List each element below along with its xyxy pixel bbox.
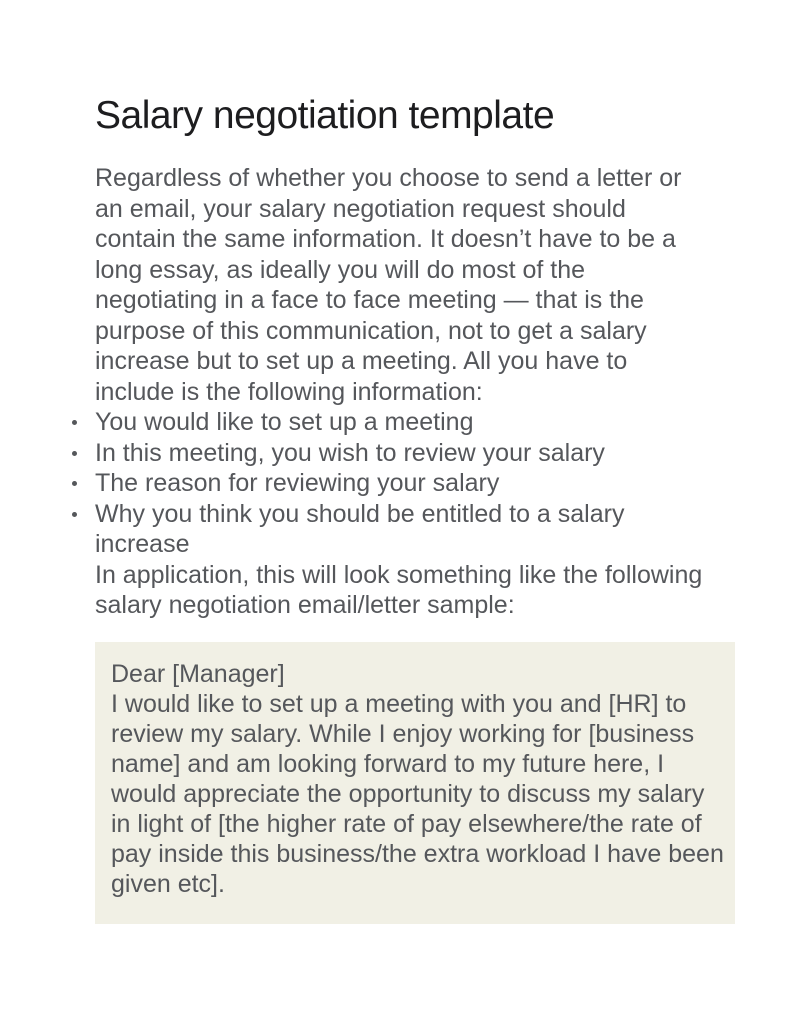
sample-letter-body: I would like to set up a meeting with you and [HR] to review my salary. While I enjoy working for [business name] and am looking forward to my future here, I would appreciate the opportunity to discuss my salary in light of [the higher rate of pay elsewhere/the rate of pay inside this business/the extra workload I have been given etc]. — [111, 689, 724, 898]
sample-letter-salutation: Dear [Manager] — [111, 659, 285, 688]
sample-letter-box — [95, 642, 735, 924]
lead-in-paragraph: In application, this will look something like the following salary negotiation email/letter sample: — [95, 560, 703, 619]
bullet-list — [95, 407, 713, 560]
list-item: The reason for reviewing your salary — [95, 468, 713, 499]
list-item: In this meeting, you wish to review your salary — [95, 438, 713, 469]
list-item: Why you think you should be entitled to a salary increase — [95, 499, 713, 560]
list-item: You would like to set up a meeting — [95, 407, 713, 438]
page-title: Salary negotiation template — [95, 94, 555, 137]
document-page — [0, 95, 800, 1034]
intro-paragraph: Regardless of whether you choose to send a letter or an email, your salary negotiation request should contain the same information. It doesn’t have to be a long essay, as ideally you will do most of the negotiating in a face to face meeting — that is the purpose of this communication, not to get a salary increase but to set up a meeting. All you have to include is the following information: — [95, 164, 682, 406]
